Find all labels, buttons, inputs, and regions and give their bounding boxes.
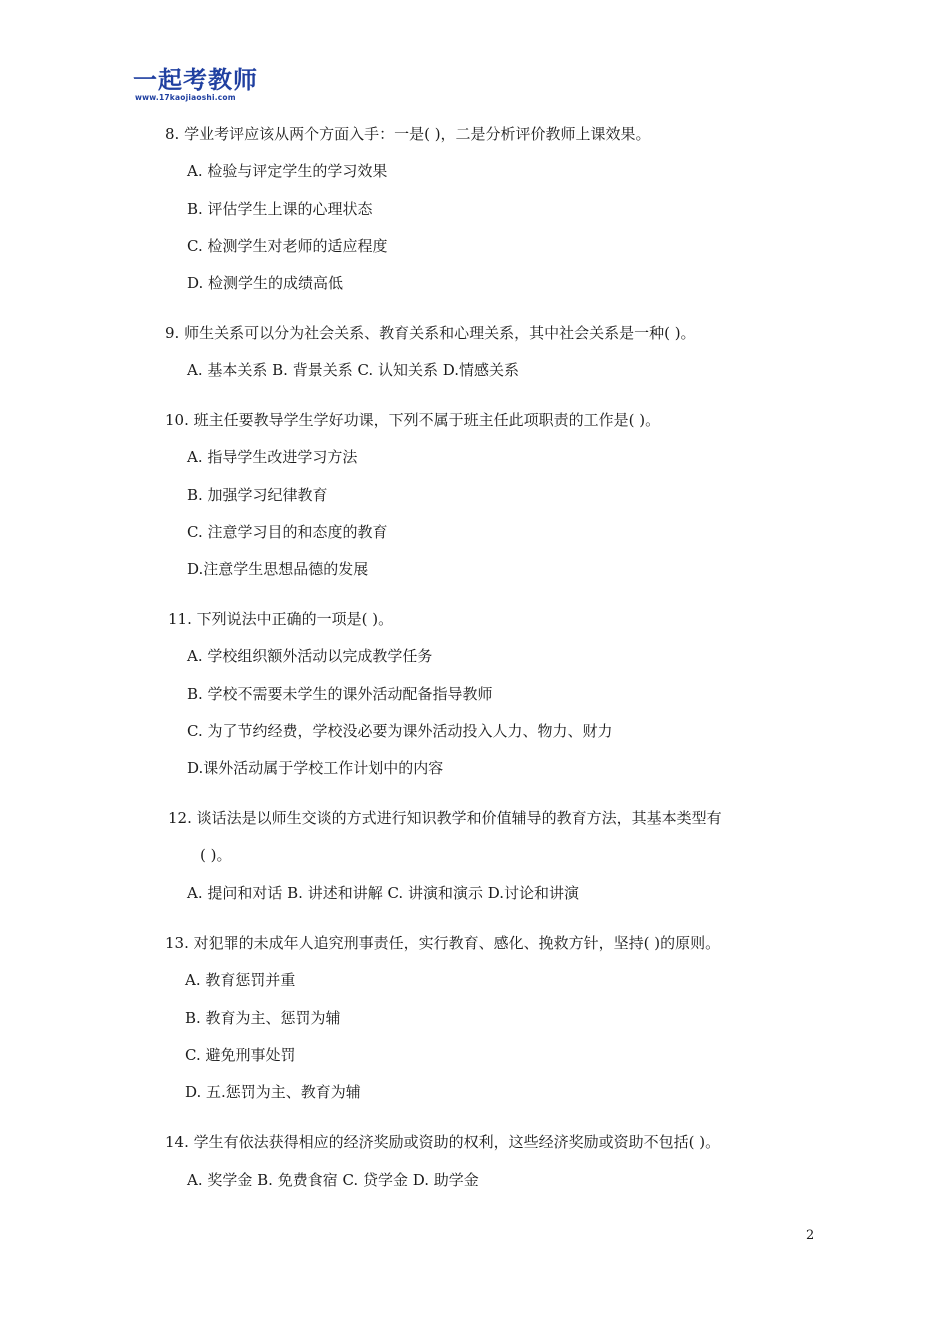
question-10-stem: 10. 班主任要教导学生学好功课，下列不属于班主任此项职责的工作是( )。 — [165, 411, 661, 429]
question-8-option-a: A. 检验与评定学生的学习效果 — [187, 162, 388, 180]
question-10-option-b: B. 加强学习纪律教育 — [187, 486, 328, 504]
question-13-option-c: C. 避免刑事处罚 — [185, 1046, 296, 1064]
question-8-stem: 8. 学业考评应该从两个方面入手：一是( )，二是分析评价教师上课效果。 — [165, 125, 651, 143]
question-10-option-d: D.注意学生思想品德的发展 — [187, 560, 369, 578]
question-13-option-a: A. 教育惩罚并重 — [185, 971, 296, 989]
question-10-option-a: A. 指导学生改进学习方法 — [187, 448, 358, 466]
question-11-option-c: C. 为了节约经费，学校没必要为课外活动投入人力、物力、财力 — [187, 722, 613, 740]
question-8-option-c: C. 检测学生对老师的适应程度 — [187, 237, 388, 255]
question-14-options: A. 奖学金 B. 免费食宿 C. 贷学金 D. 助学金 — [187, 1171, 479, 1189]
question-14-stem: 14. 学生有依法获得相应的经济奖励或资助的权利，这些经济奖励或资助不包括( )。 — [165, 1133, 721, 1151]
question-8-option-b: B. 评估学生上课的心理状态 — [187, 200, 373, 218]
question-11-option-b: B. 学校不需要未学生的课外活动配备指导教师 — [187, 685, 493, 703]
question-9-options: A. 基本关系 B. 背景关系 C. 认知关系 D.情感关系 — [187, 361, 519, 379]
question-10-option-c: C. 注意学习目的和态度的教育 — [187, 523, 388, 541]
logo-name: 一起考教师 — [133, 66, 258, 94]
question-13-option-d: D. 五.惩罚为主、教育为辅 — [185, 1083, 361, 1101]
question-11-option-a: A. 学校组织额外活动以完成教学任务 — [187, 647, 433, 665]
question-13-option-b: B. 教育为主、惩罚为辅 — [185, 1009, 341, 1027]
question-8-option-d: D. 检测学生的成绩高低 — [187, 274, 344, 292]
logo — [133, 66, 263, 106]
question-12-stem-continued: ( )。 — [200, 846, 232, 864]
question-11-stem: 11. 下列说法中正确的一项是( )。 — [168, 610, 394, 628]
question-12-stem: 12. 谈话法是以师生交谈的方式进行知识教学和价值辅导的教育方法，其基本类型有 — [168, 809, 722, 827]
question-13-stem: 13. 对犯罪的未成年人追究刑事责任，实行教育、感化、挽救方针，坚持( )的原则。 — [165, 934, 721, 952]
page-number: 2 — [806, 1228, 815, 1243]
question-9-stem: 9. 师生关系可以分为社会关系、教育关系和心理关系，其中社会关系是一种( )。 — [165, 324, 696, 342]
logo-url: www.17kaojiaoshi.com — [135, 93, 236, 102]
question-12-options: A. 提问和对话 B. 讲述和讲解 C. 讲演和演示 D.讨论和讲演 — [187, 884, 579, 902]
question-11-option-d: D.课外活动属于学校工作计划中的内容 — [187, 759, 444, 777]
